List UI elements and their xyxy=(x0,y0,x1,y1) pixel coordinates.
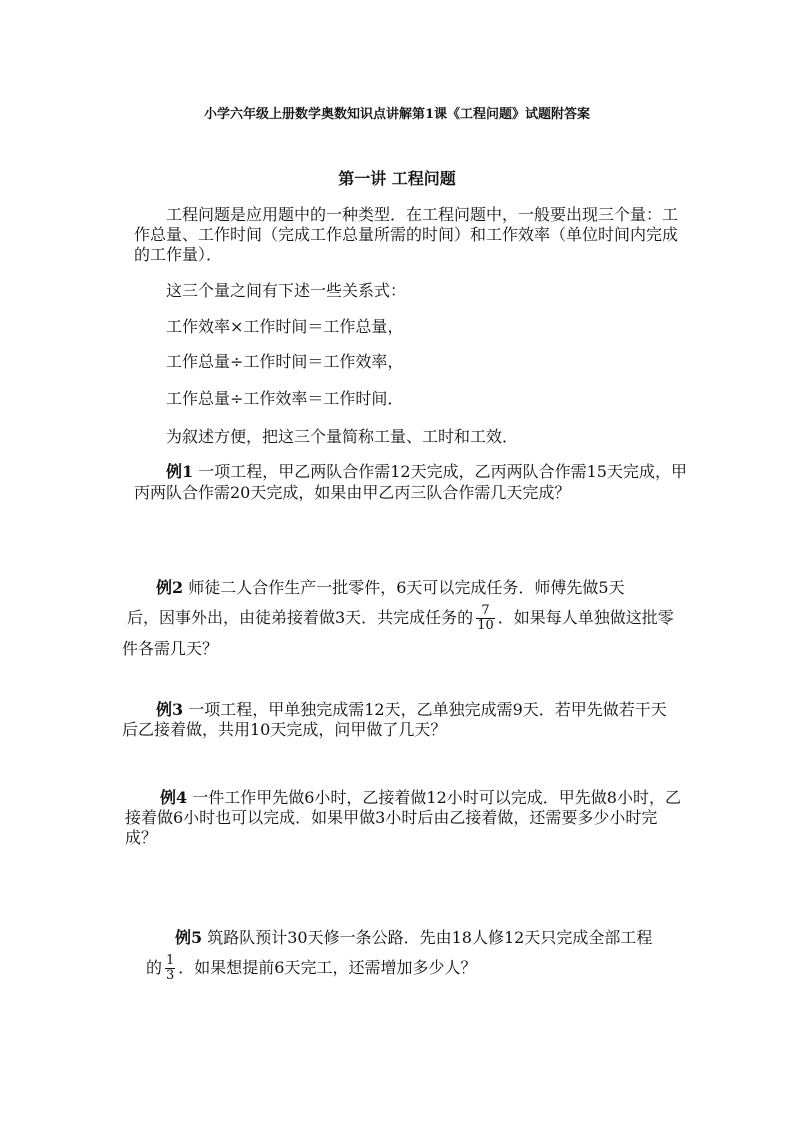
relation-3: 工作总量÷工作效率＝工作时间． xyxy=(166,389,404,408)
example-4-label: 例4 xyxy=(160,788,188,807)
example-5-text-2a: 的 xyxy=(146,958,163,977)
relations-intro: 这三个量之间有下述一些关系式： xyxy=(166,281,407,300)
intro-line-1: 工程问题是应用题中的一种类型．在工程问题中，一般要出现三个量：工 xyxy=(166,205,679,224)
example-1-text-1: 一项工程，甲乙两队合作需12天完成，乙丙两队合作需15天完成，甲 xyxy=(198,462,687,481)
example-2-text-2a: 后，因事外出，由徒弟接着做3天．共完成任务的 xyxy=(127,608,474,627)
example-3-text-1: 一项工程，甲单独完成需12天，乙单独完成需9天．若甲先做若干天 xyxy=(188,700,667,719)
example-1-label: 例1 xyxy=(166,462,194,481)
example-1-line-1 xyxy=(166,462,687,482)
example-5-label: 例5 xyxy=(175,928,203,947)
relation-1: 工作效率×工作时间＝工作总量， xyxy=(166,317,404,336)
example-5-text-2b: ．如果想提前6天完工，还需增加多少人？ xyxy=(178,958,477,977)
example-4-line-2: 接着做6小时也可以完成．如果甲做3小时后由乙接着做，还需要多少小时完 xyxy=(125,808,658,827)
example-2-fraction xyxy=(476,604,495,633)
abbreviation-note: 为叙述方便，把这三个量简称工量、工时和工效． xyxy=(166,427,519,446)
intro-line-3: 的工作量）． xyxy=(134,245,223,264)
example-5-line-2 xyxy=(146,951,476,985)
relation-2: 工作总量÷工作时间＝工作效率， xyxy=(166,352,404,371)
example-5-fraction xyxy=(165,954,175,983)
example-3-line-1 xyxy=(156,700,667,720)
example-1-line-2: 丙两队合作需20天完成，如果由甲乙丙三队合作需几天完成？ xyxy=(134,483,571,502)
example-2-text-2b: ．如果每人单独做这批零 xyxy=(497,608,674,627)
example-2-fraction-numerator: 7 xyxy=(476,604,495,619)
example-5-line-1 xyxy=(175,928,652,948)
document-header: 小学六年级上册数学奥数知识点讲解第1课《工程问题》试题附答案 xyxy=(203,107,591,122)
example-5-fraction-numerator: 1 xyxy=(166,953,175,968)
intro-line-2: 作总量、工作时间（完成工作总量所需的时间）和工作效率（单位时间内完成 xyxy=(134,225,679,244)
example-2-label: 例2 xyxy=(156,578,184,597)
example-3-label: 例3 xyxy=(156,700,184,719)
example-5-fraction-denominator: 3 xyxy=(166,968,175,983)
example-2-fraction-denominator: 10 xyxy=(477,618,494,633)
example-2-line-2 xyxy=(127,601,674,635)
example-5-text-1: 筑路队预计30天修一条公路．先由18人修12天只完成全部工程 xyxy=(207,928,653,947)
example-2-text-1: 师徒二人合作生产一批零件，6天可以完成任务．师傅先做5天 xyxy=(188,578,625,597)
example-3-line-2: 后乙接着做，共用10天完成，问甲做了几天？ xyxy=(122,720,447,739)
example-2-line-3: 件各需几天？ xyxy=(122,639,219,658)
example-4-line-3: 成？ xyxy=(125,828,158,847)
example-2-line-1 xyxy=(156,578,625,598)
example-4-text-1: 一件工作甲先做6小时，乙接着做12小时可以完成．甲先做8小时，乙 xyxy=(192,788,681,807)
lesson-title: 第一讲 工程问题 xyxy=(338,169,456,188)
example-4-line-1 xyxy=(160,788,681,808)
